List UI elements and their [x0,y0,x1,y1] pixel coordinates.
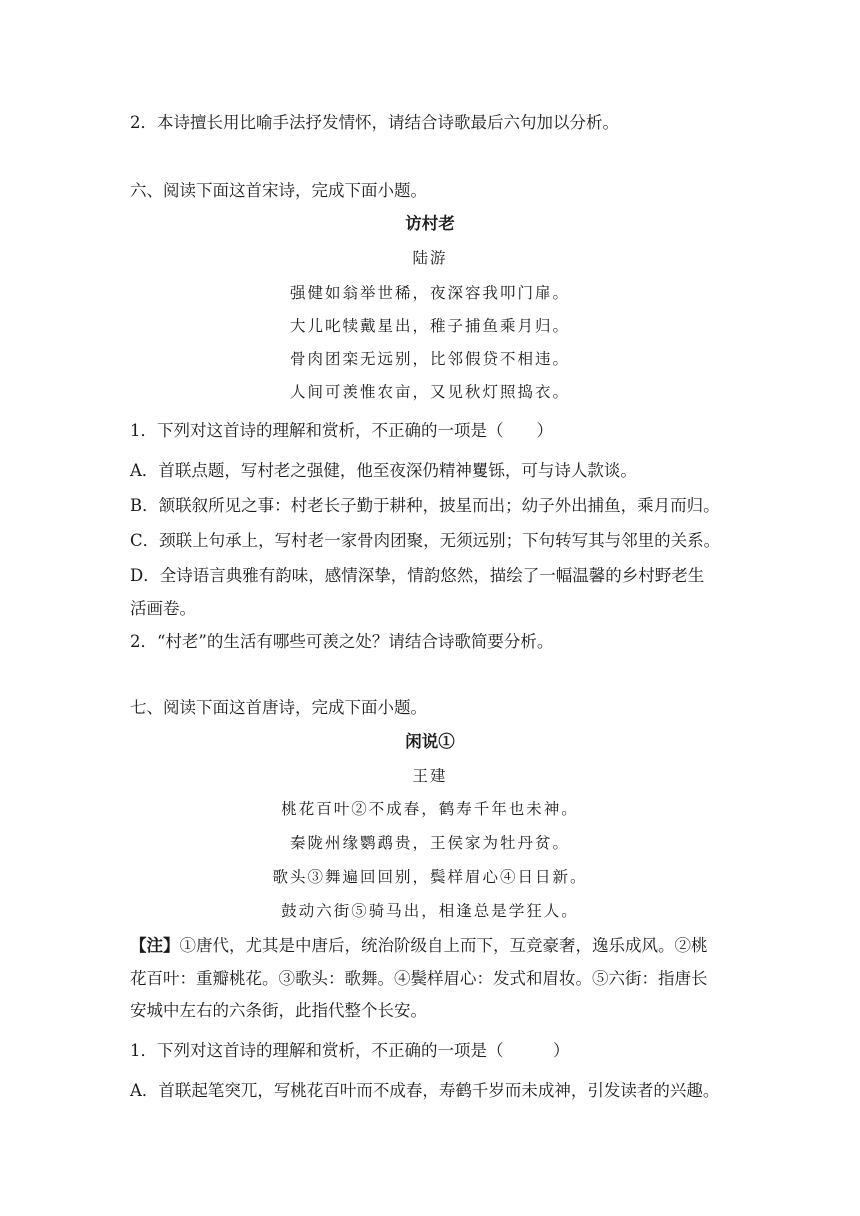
sec6-option-b: B．颔联叙所见之事：村老长子勤于耕种，披星而出；幼子外出捕鱼，乘月而归。 [130,496,720,515]
sec7-poem-line-4: 鼓动六街⑤骑马出，相逢总是学狂人。 [281,902,579,920]
sec7-poem-line-3: 歌头③舞遍回回别，鬓样眉心④日日新。 [272,868,588,886]
sec6-poem-line-3: 骨肉团栾无远别，比邻假贷不相违。 [289,350,570,368]
sec6-option-a: A．首联点题，写村老之强健，他至夜深仍精神矍铄，可与诗人款谈。 [130,461,637,480]
sec6-heading: 六、阅读下面这首宋诗，完成下面小题。 [130,181,427,200]
sec7-poem-author: 王建 [412,767,448,785]
sec7-poem-line-1: 桃花百叶②不成春，鹤寿千年也未神。 [281,800,579,818]
sec7-heading: 七、阅读下面这首唐诗，完成下面小题。 [130,698,427,717]
sec6-poem-line-2: 大儿叱犊戴星出，稚子捕鱼乘月归。 [289,317,570,335]
sec7-poem-title: 闲说① [405,732,455,751]
sec6-poem-line-4: 人间可羡惟农亩，又见秋灯照捣衣。 [289,383,570,401]
sec7-note-line-2: 花百叶：重瓣桃花。③歌头：歌舞。④鬓样眉心：发式和眉妆。⑤六街：指唐长 [130,969,708,988]
sec7-poem-line-2: 秦陇州缘鹦鹉贵，王侯家为牡丹贫。 [289,834,570,852]
sec5-question-2: 2．本诗擅长用比喻手法抒发情怀，请结合诗歌最后六句加以分析。 [130,113,619,132]
sec6-poem-line-1: 强健如翁举世稀，夜深容我叩门扉。 [289,284,570,302]
sec7-note-text-1: ①唐代，尤其是中唐后，统治阶级自上而下，互竞豪奢，逸乐成风。②桃 [179,936,708,955]
sec7-note-line-3: 安城中左右的六条街，此指代整个长安。 [130,1001,427,1020]
sec6-question-2: 2．“村老”的生活有哪些可羡之处？请结合诗歌简要分析。 [130,632,554,651]
sec6-poem-title: 访村老 [405,214,455,233]
sec6-question-1: 1．下列对这首诗的理解和赏析，不正确的一项是（ ） [130,421,553,440]
sec7-note-label: 【注】 [130,936,180,955]
sec7-question-1: 1．下列对这首诗的理解和赏析，不正确的一项是（ ） [130,1041,570,1060]
sec6-option-d-cont: 活画卷。 [130,599,196,618]
sec6-poem-author: 陆游 [412,249,448,267]
sec7-note-line-1 [130,935,740,957]
sec6-option-d: D．全诗语言典雅有韵味，感情深挚，情韵悠然，描绘了一幅温馨的乡村野老生 [130,566,705,585]
sec6-option-c: C．颈联上句承上，写村老一家骨肉团聚，无须远别；下句转写其与邻里的关系。 [130,531,721,550]
sec7-option-a: A．首联起笔突兀，写桃花百叶而不成春，寿鹤千岁而未成神，引发读者的兴趣。 [130,1081,720,1100]
